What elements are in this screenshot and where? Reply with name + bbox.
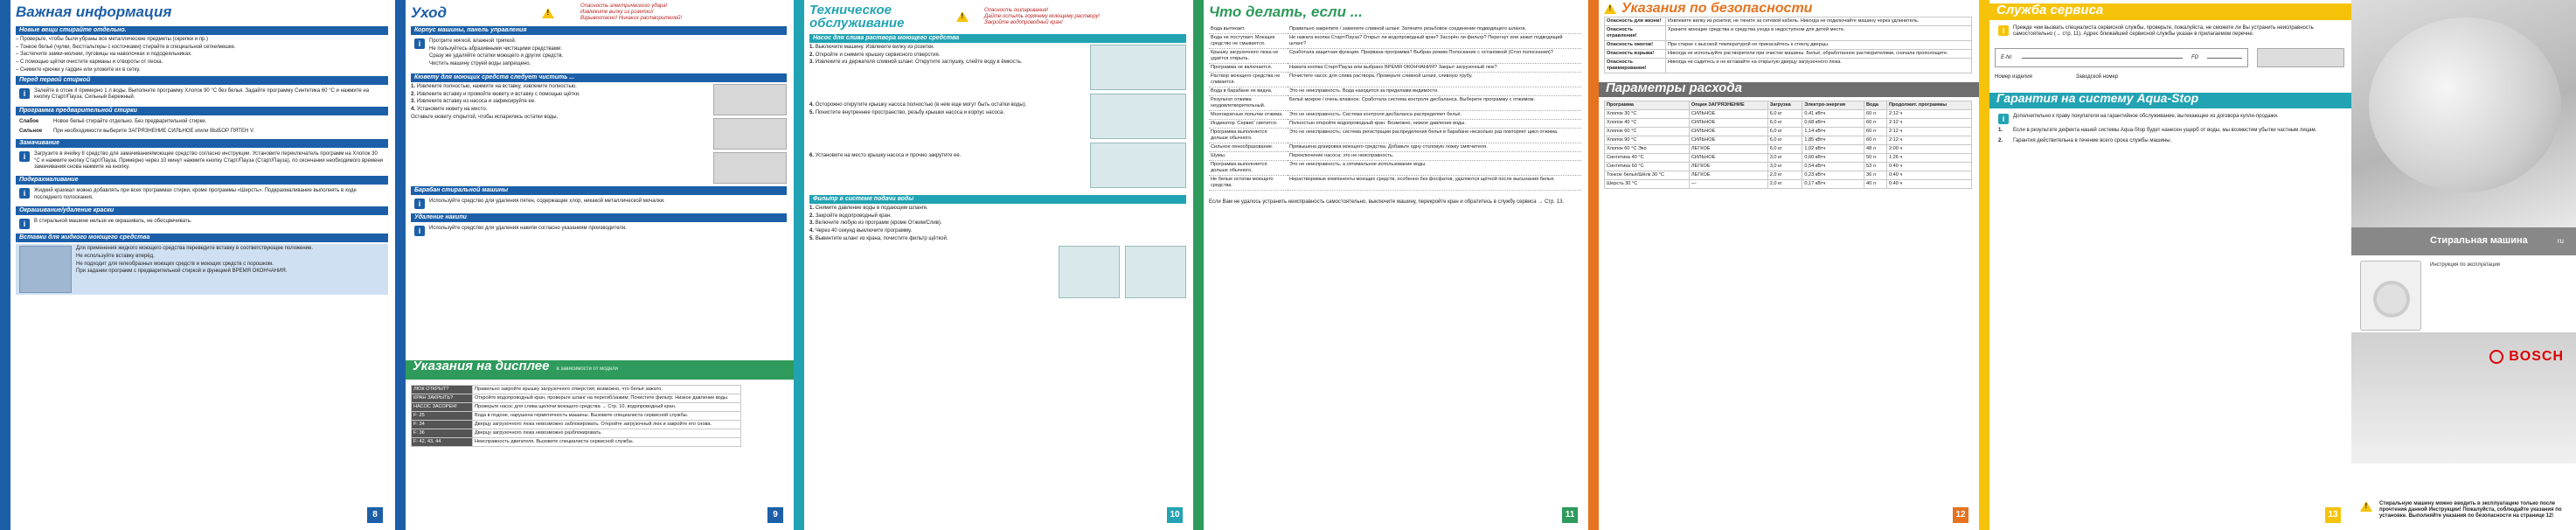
pump-illustration xyxy=(1090,143,1186,188)
page-title: Что делать, если ... xyxy=(1209,3,1363,20)
section-band: Кювету для моющих средств следует чистить ... xyxy=(411,73,787,82)
section-band: Вставки для жидкого моющего средства xyxy=(16,234,388,242)
info-icon: i xyxy=(414,226,425,236)
page-number: 10 xyxy=(1167,507,1183,523)
cover-subtitle: Инструкция по эксплуатации xyxy=(2430,262,2501,268)
section-band: Барабан стиральной машины xyxy=(411,186,787,195)
troubleshooting-table: Вода вытекает. Правильно закрепите / замените сливной шланг. Затяните резьбовое соединение подводящего шланга. Вода не поступает. Моющее средство не смывается. Не нажата кнопка Старт/Пауза? Открыт ли водопроводный кран? Засорён ли фильтр? Перегнут или зажат подводящий шланг? Крышку загрузочного люка не удаётся открыть. Сработала защитная функция. Прервана программа? Выбран режим Полоскание с остановкой (Стоп полоскания)? Программа не включается. Нажата кнопка Старт/Пауза или выбрано ВРЕМЯ ОКОНЧАНИЯ? Закрыт загрузочный люк? Раствор моющего средства не сливается. Почистите насос для слива раствора. Проверьте сливной шланг, сливную трубу. Вода в барабане не видна. Это не неисправность. Вода находится за пределами видимости. Результат отжима неудовлетворительный. Бельё мокрое / очень влажное. Сработала система контроля дисбаланса. Выберите программу с отжимом. Многократные попытки отжима. Это не неисправность. Система контроля дисбаланса распределяет бельё. Индикатор 'Сервис' светится. Полностью откройте водопроводный кран. Возможно, низкое давление воды. Программа выполняется дольше обычного. Это не неисправность: система регистрации распределения белья в барабане несколько раз повторяет цикл отжима. Сильное пенообразование. Превышена дозировка моющего средства. Добавьте одну столовую ложку смягчителя. Шумы. Переключение насоса; это не неисправность. Программа выполняется дольше обычного. Это не неисправность, а оптимальное использование воды. Не белые остатки моющего средства. Нерастворимые компоненты моющих средств, особенно без фосфатов, удаляются щёткой после высыхания белья. xyxy=(1209,25,1581,191)
dispenser-insert-illustration xyxy=(19,246,72,293)
section-band: Перед первой стиркой xyxy=(16,76,388,85)
info-icon: i xyxy=(1998,114,2009,124)
page-8: Важная информация Новые вещи стирайте отдельно. – Проверьте, чтобы были убраны все металлические предметы (скрепки и пр.) – Тонкое бельё (чулки, бюстгальтеры с косточками) стирайте в специальной сетке/мешке. – Застегните замки-молнии, пуговицы на наволочках и пододеяльниках. – С помощью щётки очистите карманы и отвороты от песка. – Снимите крючки у гардин или уложите их в сетку. Перед первой стиркой i Залейте в отсек II примерно 1 л воды. Выполните программу Хлопок 90 °С без белья. Задайте программу Синтетика 60 °С и нажмите на кнопку Старт/Пауза. Сильный Бережный. Программа предварительной стирки Слабое Новое бельё стирайте отдельно. Без предварительной стирки. Сильное При необходимости выберите ЗАГРЯЗНЕНИЕ СИЛЬНОЕ и/или ВЫБОР ПЯТЕН V. Замачивание i Загрузите в ячейку II средство для замачивания/моющее средство согласно инструкции. Установите переключатель программ на Хлопок 30 °С и нажмите кнопку Старт/Пауза. Примерно через 10 минут нажмите кнопку Старт/Пауза (Старт/Пауза), по окончании необходимого времени замачивания снова нажмите на кнопку. Подкрахмаливание i Жидкий крахмал можно добавлять при всех программах стирки, кроме программы «Шерсть». Подкрахмаливание выполнять в ходе последнего полоскания. Окрашивание/удаление краски i В стиральной машине нельзя не окрашивать, не обесцвечивать. Вставки для жидкого моющего средства Для применения жидкого моющего средства переведите вставку в соответствующее положение. Не используйте вставку вперёд. Не подходит для гелеобразных моющих средств и моющих средств с порошком. При задании программ с предварительной стиркой и функцией ВРЕМЯ ОКОНЧАНИЯ. 8 xyxy=(0,0,395,530)
cover-page xyxy=(2351,0,2576,530)
page-12 xyxy=(1588,0,1979,530)
page-10: Техническое обслуживание ! Опасность ошпаривания! Дайте остыть горячему моющему раствору! Закройте водопроводный кран! Насос для слива раствора моющего средства 1. Выключите машину. Извлеките вилку из розетки. 2. Откройте и снимите крышку сервисного отверстия. 3. Извлеките из держателя сливной шланг. Открутите заглушку, слейте воду в ёмкость. 4. Осторожно открутите крышку насоса полностью (в нем еще могут быть остатки воды). 5. Почистите внутреннее пространство, резьбу крышки насоса и корпус насоса. 6. Установите на место крышку насоса и прочно закрутите ее. Фильтр в системе подачи воды 1. Снимите давление воды в подающем шланге. 2. Закройте водопроводный кран. 3. Включите любую из программ (кроме Отжим/Слив). 4. Через 40 секунд выключите программу. 5. Вывинтите шланг из крана, почистите фильтр щёткой. 10 xyxy=(794,0,1193,530)
display-hints-table: ЛЮК ОТКРЫТ? Правильно закройте крышку загрузочного отверстия; возможно, что бельё зажато. КРАН ЗАКРЫТЬ? Откройте водопроводный кран, проверьте шланг на перегиб/зажим; Почистите фильтр. Низкое давление воды. НАСОС ЗАСОРЕН! Проверьте насос для слива щелочи моющего средства → Стр. 10, водопроводный кран. F: 25 Вода в подоне, нарушена герметичность машины. Вызовите специалиста сервисной службы. F: 34 Дверцу загрузочного люка невозможно заблокировать. Откройте загрузочный люк и закройте его снова. F: 36 Дверцу загрузочного люка невозможно разблокировать. F: 42, 43, 44 Неисправность двигателя. Вызовите специалиста сервисной службы. xyxy=(411,385,741,447)
intro-list: – Проверьте, чтобы были убраны все металлические предметы (скрепки и пр.) – Тонкое бельё (чулки, бюстгальтеры с косточками) стирайте в специальной сетке/мешке. – Застегните замки-молнии, пуговицы на наволочках и пододеяльниках. – С помощью щётки очистите карманы и отвороты от песка. – Снимите крючки у гардин или уложите их в сетку. xyxy=(16,37,236,73)
info-icon: i xyxy=(414,199,425,209)
warning-icon xyxy=(542,8,554,18)
section-band: Замачивание xyxy=(16,139,388,148)
footer-note: Если Вам не удалось устранить неисправность самостоятельно, выключите машину, перекройте кран и обратитесь в службу сервиса → Стр. 13. xyxy=(1209,199,1565,205)
filter-illustration xyxy=(1125,246,1186,298)
cover-photo xyxy=(2351,0,2576,227)
page-number: 12 xyxy=(1953,507,1968,523)
section-band: Насос для слива раствора моющего средства xyxy=(809,34,1186,43)
consumption-table: Программа Опция ЗАГРЯЗНЕНИЕ Загрузка Электро-энергия Вода Продолжит. программы Хлопок 30 °С СИЛЬНОЕ 6,0 кг 0,41 кВтч 60 л 2:12 ч Хлопок 40 °С СИЛЬНОЕ 6,0 кг 0,68 кВтч 60 л 2:12 ч Хлопок 60 °С СИЛЬНОЕ 6,0 кг 1,14 кВтч 60 л 2:12 ч Хлопок 90 °С СИЛЬНОЕ 6,0 кг 1,85 кВтч 60 л 2:12 ч Хлопок 60 °С Эко ЛЕГКОЕ 6,0 кг 1,02 кВтч 48 л 2:00 ч Синтетика 40 °С СИЛЬНОЕ 3,0 кг 0,60 кВтч 50 л 1:26 ч Синтетика 60 °С ЛЕГКОЕ 3,0 кг 0,54 кВтч 53 л 0:40 ч Тонкое бельё/Шёлк 30 °С ЛЕГКОЕ 2,0 кг 0,23 кВтч 36 л 0:40 ч Шерсть 30 °С — 2,0 кг 0,17 кВтч 40 л 0:40 ч xyxy=(1604,101,1972,189)
page-title: Техническое обслуживание xyxy=(809,3,905,31)
drawer-illustration xyxy=(713,118,787,150)
drawer-illustration xyxy=(713,84,787,115)
section-band: Окрашивание/удаление краски xyxy=(16,206,388,215)
warning-icon xyxy=(1604,3,1616,14)
page-title: Служба сервиса xyxy=(1996,3,2104,17)
page-edge-stripe xyxy=(1193,0,1204,530)
page-11 xyxy=(1193,0,1588,530)
safety-table: Опасность для жизни! Извлеките вилку из розетки; не тяните за сетевой кабель. Никогда не подключайте машину через удлинитель. Опасность отравления! Храните моющие средства и средства ухода в недоступном для детей месте. Опасность ожогов! При стирке с высокой температурой не прикасайтесь к стеклу дверцы. Опасность взрыва! Никогда не используйте растворители при очистке машины. Бельё, обработанное растворителями, сначала прополощите. Опасность травмирования! Никогда не садитесь и не вставайте на открытую дверцу загрузочного люка. xyxy=(1604,17,1972,73)
brand-logo: BOSCH xyxy=(2489,350,2564,364)
section-band: Новые вещи стирайте отдельно. xyxy=(16,26,388,35)
warning-icon xyxy=(956,11,969,22)
consumption-header: Параметры расхода xyxy=(1599,82,1979,97)
page-title: Указания по безопасности xyxy=(1621,1,1813,17)
warning-icon xyxy=(2360,501,2372,512)
info-icon: i xyxy=(1998,25,2009,36)
pump-illustration xyxy=(1090,94,1186,139)
cover-safety-note: Стиральную машину можно вводить в эксплуатацию только после прочтения данной Инструкции! Пожалуйста, соблюдайте указания по установке. Выполняйте указания по безопасности на странице 12! xyxy=(2379,501,2562,519)
drawer-illustration xyxy=(713,152,787,184)
page-title: Уход xyxy=(411,3,448,21)
aqua-stop-header: Гарантия на систему Aqua-Stop xyxy=(1989,93,2351,108)
product-band: Стиральная машина ru xyxy=(2351,227,2576,255)
page-number: 11 xyxy=(1562,507,1578,523)
service-header xyxy=(1989,3,2351,20)
page-number: 9 xyxy=(767,507,783,523)
info-icon: i xyxy=(19,219,30,229)
page-number: 13 xyxy=(2325,507,2341,523)
page-edge-stripe xyxy=(0,0,10,530)
page-13: Служба сервиса i Прежде чем вызвать специалиста сервисной службы, проверьте, пожалуйста, не сможете ли Вы устранить неисправность самостоятельно (→ стр. 11). Адрес ближайшей сервисной службы указан в прилагаемом перечне. E-Nr. FD Номер изделия Заводской номер Гарантия на систему Aqua-Stop i Дополнительно к праву покупателя на гарантийное обслуживание, вытекающее из договора купли-продажи. 1. Если в результате дефекта нашей системы Aqua-Stop будет нанесен ущерб от воды, мы возместим убытки частным лицам. 2. Гарантия действительна в течение всего срока службы машины. 13 xyxy=(1979,0,2351,530)
page-title: Важная информация xyxy=(16,3,172,20)
page-edge-stripe xyxy=(1588,0,1599,530)
page-number: 8 xyxy=(367,507,383,523)
section-band: Фильтр в системе подачи воды xyxy=(809,195,1186,204)
info-icon: i xyxy=(414,38,425,49)
page-edge-stripe xyxy=(794,0,804,530)
pump-illustration xyxy=(1090,45,1186,90)
section-band: Программа предварительной стирки xyxy=(16,107,388,115)
page-edge-stripe xyxy=(1979,0,1989,530)
model-number-box: E-Nr. FD xyxy=(1995,48,2248,67)
section-band: Корпус машины, панель управления xyxy=(411,26,787,35)
display-hints-header: Указания на дисплее в зависимости от модели xyxy=(406,360,794,380)
rating-plate-illustration xyxy=(2257,48,2344,67)
page-edge-stripe xyxy=(395,0,406,530)
info-icon: i xyxy=(19,88,30,99)
page-9: Уход ! Опасность электрического удара! Извлеките вилку из розетки! Взрывоопасно! Никаких растворителей! Корпус машины, панель управления i Протрите мягкой, влажной тряпкой. Не пользуйтесь абразивными чистящими средствами. Сразу же удаляйте остатки моющего и других средств. Чистить машину струей воды запрещено. Кювету для моющих средств следует чистить ... 1. Извлеките полностью, нажмите на вставку, извлеките полностью. 2. Извлеките вставку и промойте кювету и вставку с помощью щётки. 3. Извлеките вставку из насоса и зафиксируйте ее. 4. Установите кювету на место. Оставьте кювету открытой, чтобы испарились остатки воды. Барабан стиральной машины i Используйте средство для удаления пятен, содержащие хлор, никакой металлической мочалки. Удаление накипи i Используйте средство для удаления накипи согласно указаниям производителя. Указания на дисплее в зависимости от модели ЛЮК ОТКРЫТ? Правильно закройте крышку загрузочного отверстия; возможно, что бельё зажато. КРАН ЗАКРЫТЬ? Откройте водопроводный кран, проверьте шланг на перегиб/зажим; Почистите фильтр. Низкое давление воды. НАСОС ЗАСОРЕН! Проверьте насос для слива щелочи моющего средства → Стр. 10, водопроводный кран. F: 25 Вода в подоне, нарушена герметичность машины. Вызовите специалиста сервисной службы. F: 34 Дверцу загрузочного люка невозможно заблокировать. Откройте загрузочный люк и закройте его снова. F: 36 Дверцу загрузочного люка невозможно разблокировать. F: 42, 43, 44 Неисправность двигателя. Вызовите специалиста сервисной службы. 9 xyxy=(395,0,794,530)
section-band: Подкрахмаливание xyxy=(16,176,388,185)
filter-illustration xyxy=(1059,246,1120,298)
info-icon: i xyxy=(19,188,30,199)
machine-illustration xyxy=(2360,261,2421,331)
section-band: Удаление накипи xyxy=(411,213,787,222)
info-icon: i xyxy=(19,151,30,162)
